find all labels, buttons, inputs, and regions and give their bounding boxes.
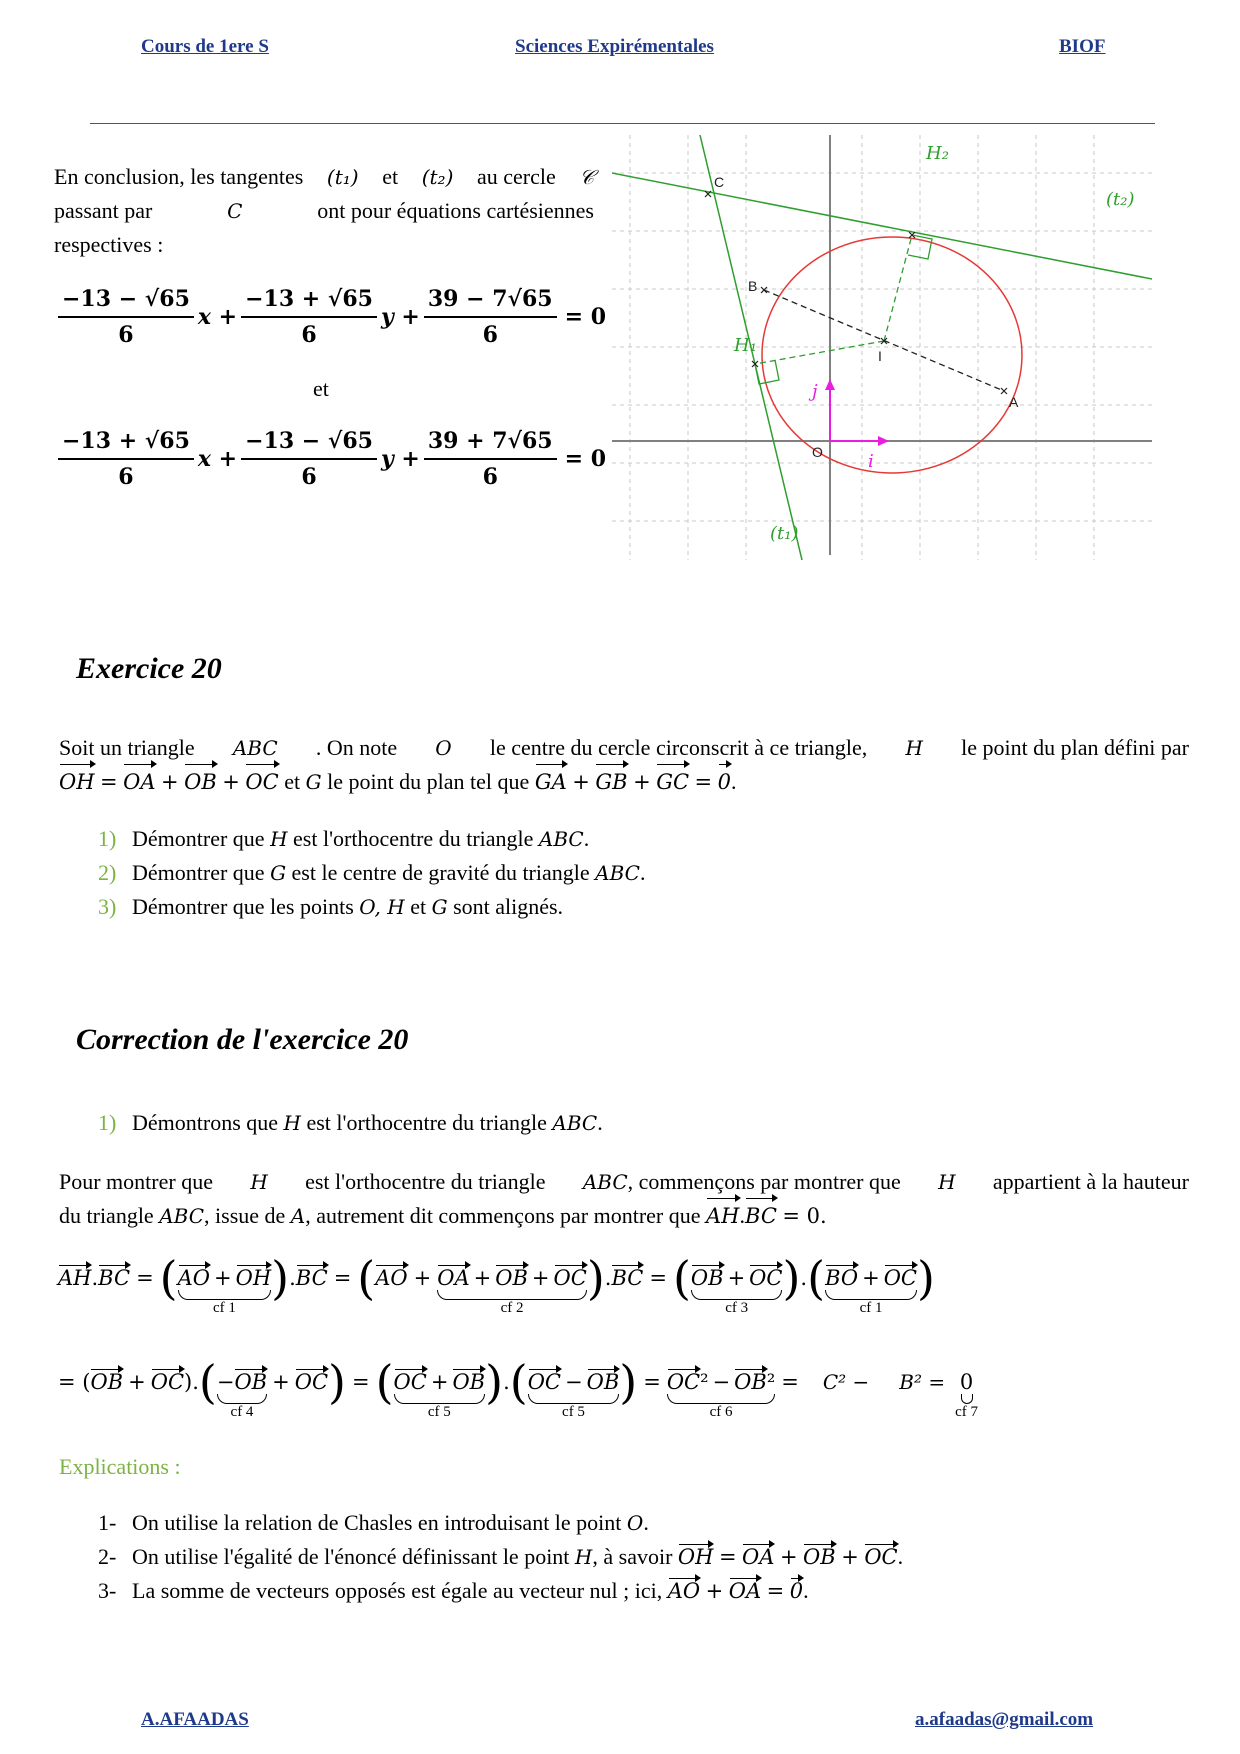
footer-email[interactable]: a.afaadas@gmail.com: [915, 1709, 1094, 1730]
tangent-equation-1: $\frac{-13 - √65}{6}$ x + $\frac{-13 + √65}{6}$ y + $\frac{39 - 7√65}{6}$ = 0: [54, 286, 606, 348]
explication-3: 3- La somme de vecteurs opposés est égale au vecteur nul ; ici, AO + OA = 0.: [98, 1578, 809, 1603]
label-t1: (t₁): [770, 523, 799, 544]
header-right: BIOF: [1059, 36, 1106, 57]
label-H1: H₁: [734, 335, 757, 356]
exercice-20-statement: Soit un triangle ABC . On note O le centre du cercle circonscrit à ce triangle, H le point du plan défini par OH = OA + OB + OC et G le point du plan tel que GA + GB + GC = 0.: [59, 731, 1189, 799]
header-rule: [90, 123, 1155, 124]
explications-title: Explications :: [59, 1454, 181, 1479]
correction-item-1: 1) Démontrons que H est l'orthocentre du triangle ABC.: [98, 1110, 603, 1135]
tangent-figure: [612, 135, 1152, 560]
exercice-question-2: 2) Démontrer que G est le centre de gravité du triangle ABC.: [98, 860, 646, 885]
header-left: Cours de 1ere S: [141, 36, 269, 57]
grid-lines: [612, 135, 1152, 560]
tangent-t2: [612, 173, 1152, 279]
label-j: j: [812, 381, 818, 402]
correction-title: Correction de l'exercice 20: [76, 1023, 409, 1056]
tangent-equation-2: $\frac{-13 + √65}{6}$ x + $\frac{-13 - √65}{6}$ y + $\frac{39 + 7√65}{6}$ = 0: [54, 428, 606, 490]
right-angle-H1: [755, 360, 779, 384]
explication-1: 1- On utilise la relation de Chasles en introduisant le point O.: [98, 1510, 649, 1535]
label-C: C: [714, 174, 725, 190]
label-t2: (t₂): [1106, 189, 1135, 210]
correction-paragraph: Pour montrer que H est l'orthocentre du triangle ABC, commençons par montrer que H appartient à la hauteur du triangle ABC, issue de A, autrement dit commençons par montrer que AH.BC = 0.: [59, 1165, 1189, 1233]
radius-IH2: [884, 235, 912, 341]
intro-paragraph: En conclusion, les tangentes (t₁) et (t₂) au cercle 𝒞 passant par C ont pour équations cartésiennes respectives :: [54, 164, 594, 257]
et-connector: et: [313, 376, 329, 401]
derivation-line-2: = ( OB + OC ). ( −OB cf 4 + OC ) = ( OC + OB cf 5 ) . ( OC − OB cf 5 ) = OC² − OB² cf 6 = C² − B² = 0 cf 7: [58, 1355, 979, 1420]
circle: [762, 237, 1022, 473]
derivation-line-1: AH . BC = ( AO + OH cf 1 ) . BC = ( AO + OA + OB + OC cf 2 ) . BC = ( OB + OC cf 3 ) . ( BO + OC cf 1 ): [58, 1251, 935, 1316]
exercice-20-title: Exercice 20: [76, 652, 222, 685]
label-B: B: [748, 278, 758, 294]
footer-author: A.AFAADAS: [141, 1709, 249, 1730]
header-center: Sciences Expirémentales: [515, 36, 714, 57]
exercice-question-1: 1) Démontrer que H est l'orthocentre du triangle ABC.: [98, 826, 590, 851]
label-I: I: [878, 348, 882, 364]
label-H2: H₂: [926, 143, 949, 164]
label-A: A: [1009, 394, 1019, 410]
exercice-question-3: 3) Démontrer que les points O, H et G sont alignés.: [98, 894, 564, 919]
label-i: i: [868, 451, 874, 472]
label-O: O: [812, 444, 823, 460]
radius-IH1: [755, 341, 884, 364]
explication-2: 2- On utilise l'égalité de l'énoncé définissant le point H, à savoir OH = OA + OB + OC.: [98, 1544, 904, 1569]
